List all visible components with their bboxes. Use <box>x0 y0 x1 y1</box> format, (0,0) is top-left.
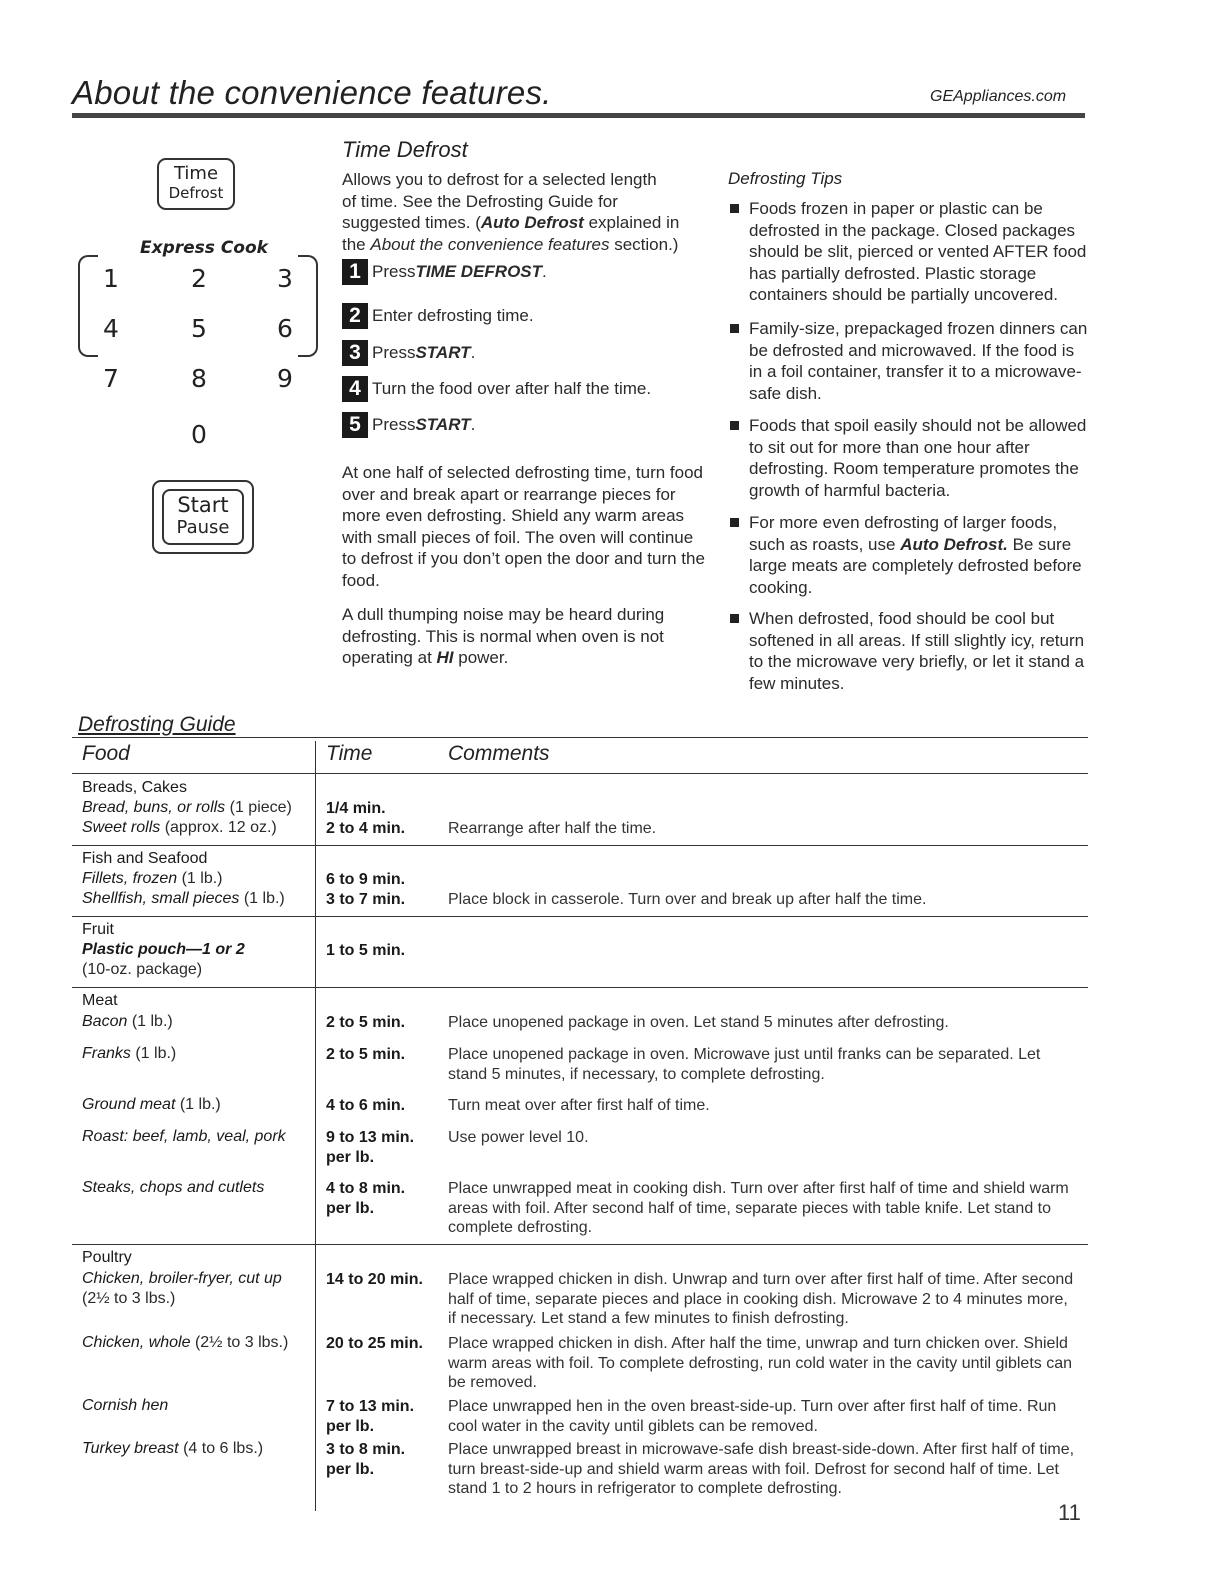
food-name: Sweet rolls <box>82 819 161 836</box>
time-value: 3 to 8 min. per lb. <box>326 1441 406 1478</box>
step-text: Turn the food over after half the time. <box>372 379 652 398</box>
start-pause-key <box>152 480 254 554</box>
column-header-comments: Comments <box>448 742 550 765</box>
time-value: 1 to 5 min. <box>326 942 406 959</box>
food-item <box>82 1440 263 1458</box>
tip-text-end: Be sure large meats are completely defrosted before cooking. <box>749 534 1082 597</box>
column-header-food: Food <box>82 742 130 765</box>
tip-item <box>728 608 1088 694</box>
time-defrost-key <box>157 158 235 210</box>
category-breads-cakes: Breads, Cakes <box>82 779 187 796</box>
bullet-square-icon <box>730 614 739 623</box>
food-name: Plastic pouch—1 or 2 <box>82 941 245 958</box>
tip-item <box>728 512 1088 598</box>
time-value: 20 to 25 min. <box>326 1335 423 1352</box>
time-defrost-intro <box>342 169 702 255</box>
comment-text: Place unopened package in oven. Microwave just until franks can be separated. Let stand 5 minutes, if necessary, to complete defrosting. <box>448 1046 1041 1083</box>
comment-text: Turn meat over after first half of time. <box>448 1097 710 1114</box>
time-defrost-heading: Time Defrost <box>342 137 468 162</box>
step-text: Press <box>372 343 416 362</box>
bullet-square-icon <box>730 518 739 527</box>
step-text-end: . <box>470 415 476 434</box>
auto-defrost-ref: Auto Defrost <box>480 213 584 232</box>
comment-text: Place unwrapped hen in the oven breast-side-up. Turn over after first half of time. Run cool water in the cavity until giblets can be removed. <box>448 1398 1057 1435</box>
section-divider <box>72 916 1088 917</box>
step-5 <box>342 412 475 438</box>
comment-text: Place unwrapped meat in cooking dish. Turn over after first half of time and shield warm areas with foil. After second half of time, separate pieces with table knife. Let stand to complete defrosting. <box>448 1180 1069 1236</box>
time-defrost-key-line2: Defrost <box>168 184 224 202</box>
intro-line: section.) <box>609 234 679 254</box>
food-item <box>82 890 285 908</box>
digit-key-0: 0 <box>191 420 207 449</box>
food-name: Ground meat <box>82 1096 176 1113</box>
section-divider <box>72 845 1088 846</box>
food-name: Steaks, chops and cutlets <box>82 1179 265 1196</box>
step-emphasis: START <box>415 343 471 362</box>
comment-text: Place block in casserole. Turn over and break up after half the time. <box>448 891 927 908</box>
food-item <box>82 870 222 888</box>
time-value: 7 to 13 min. per lb. <box>326 1398 415 1435</box>
time-value: 2 to 5 min. <box>326 1014 406 1031</box>
step-3 <box>342 340 475 366</box>
time-value: 4 to 8 min. per lb. <box>326 1180 406 1217</box>
food-note: (approx. 12 oz.) <box>160 819 277 836</box>
time-value: 9 to 13 min. per lb. <box>326 1129 415 1166</box>
tip-item <box>728 318 1088 404</box>
food-note: (1 lb.) <box>130 1045 177 1062</box>
website-label: GEAppliances.com <box>930 88 1067 105</box>
food-name: Fillets, frozen <box>82 870 178 887</box>
defrosting-guide-title: Defrosting Guide <box>78 713 236 736</box>
food-item <box>82 1270 282 1288</box>
time-defrost-paragraph-2 <box>342 604 712 669</box>
digit-key-1: 1 <box>103 264 119 293</box>
defrosting-tips-heading: Defrosting Tips <box>728 169 843 188</box>
bullet-square-icon <box>730 324 739 333</box>
time-value: 6 to 9 min. <box>326 871 406 888</box>
comment-text: Place wrapped chicken in dish. After half the time, unwrap and turn chicken over. Shield warm areas with foil. To complete defrosting, run cold water in the cavity until giblets can be removed. <box>448 1335 1072 1391</box>
section-divider <box>72 987 1088 988</box>
food-item <box>82 1013 173 1031</box>
intro-line: Allows you to defrost for a selected length <box>342 170 657 189</box>
step-text: Press <box>372 415 416 434</box>
section-ref: About the convenience features <box>370 234 610 254</box>
step-number-5-icon: 5 <box>342 412 368 438</box>
time-value: 4 to 6 min. <box>326 1097 406 1114</box>
start-pause-key-inner <box>162 489 244 545</box>
food-name: Chicken, whole <box>82 1334 191 1351</box>
step-4 <box>342 376 651 402</box>
page-title: About the convenience features. <box>72 74 552 111</box>
comment-text: Place unwrapped breast in microwave-safe dish breast-side-down. After first half of time, turn breast-side-up and shield warm areas with foil. Defrost for second half of time. Let stand 1 to 2 hours in refrigerator to complete defrosting. <box>448 1441 1075 1497</box>
food-name: Bacon <box>82 1013 128 1030</box>
digit-key-7: 7 <box>103 364 119 393</box>
page-number: 11 <box>1058 1500 1081 1525</box>
category-fruit: Fruit <box>82 921 114 938</box>
intro-line: explained in <box>583 213 680 232</box>
food-note: (2½ to 3 lbs.) <box>82 1290 176 1307</box>
comment-text: Place unopened package in oven. Let stand 5 minutes after defrosting. <box>448 1014 949 1031</box>
time-value: 1/4 min. <box>326 800 386 817</box>
tip-text: Family-size, prepackaged frozen dinners can be defrosted and microwaved. If the food is in a foil container, transfer it to a microwave-safe dish. <box>749 319 1088 403</box>
tip-text <box>749 512 1088 598</box>
tip-text: Foods frozen in paper or plastic can be defrosted in the package. Closed packages should be slit, pierced or vented AFTER food has partially defrosted. Plastic storage containers should be partially uncovered. <box>749 199 1087 304</box>
food-item <box>82 1397 168 1415</box>
category-meat: Meat <box>82 992 118 1009</box>
tip-text: When defrosted, food should be cool but softened in all areas. If still slightly icy, return to the microwave very briefly, or let it stand a few minutes. <box>749 609 1085 693</box>
digit-key-4: 4 <box>103 314 119 343</box>
time-defrost-paragraph-1: At one half of selected defrosting time, turn food over and break apart or rearrange pieces for more even defrosting. Shield any warm areas with small pieces of foil. The oven will continue to defrost if you don’t open the door and turn the food. <box>342 463 705 590</box>
step-number-2-icon: 2 <box>342 303 368 329</box>
step-text-end: . <box>542 262 547 281</box>
category-fish-seafood: Fish and Seafood <box>82 850 208 867</box>
time-value: 3 to 7 min. <box>326 891 406 908</box>
para2-text: A dull thumping noise may be heard during defrosting. This is normal when oven is not operating at <box>342 605 665 667</box>
food-name: Chicken, broiler-fryer, cut up <box>82 1270 282 1287</box>
comment-text: Use power level 10. <box>448 1129 589 1146</box>
start-key-label: Start <box>177 493 229 517</box>
header-rule <box>72 113 1085 118</box>
table-header-rule <box>72 773 1088 774</box>
section-divider <box>72 1244 1088 1245</box>
tip-item <box>728 198 1088 306</box>
step-text: Press <box>372 262 416 281</box>
food-note: (2½ to 3 lbs.) <box>190 1334 289 1351</box>
para2-emphasis: HI <box>436 648 454 667</box>
step-text-end: . <box>470 343 476 362</box>
step-1 <box>342 259 547 285</box>
food-note: (1 lb.) <box>175 1096 221 1113</box>
food-item <box>82 1179 264 1197</box>
food-name: Franks <box>82 1045 131 1062</box>
food-item <box>82 1334 288 1352</box>
time-defrost-key-line1: Time <box>173 163 219 184</box>
bullet-square-icon <box>730 421 739 430</box>
column-header-time: Time <box>326 742 373 765</box>
bullet-square-icon <box>730 204 739 213</box>
digit-key-2: 2 <box>191 264 207 293</box>
pause-key-label: Pause <box>176 517 230 538</box>
step-emphasis: START <box>415 415 471 434</box>
intro-line: of time. See the Defrosting Guide for <box>342 191 618 211</box>
food-name: Roast: beef, lamb, veal, pork <box>82 1128 286 1145</box>
step-number-4-icon: 4 <box>342 376 368 402</box>
digit-key-6: 6 <box>277 314 293 343</box>
food-note: (1 piece) <box>225 799 292 816</box>
food-name: Shellfish, small pieces <box>82 890 240 907</box>
digit-key-8: 8 <box>191 364 207 393</box>
step-emphasis: TIME DEFROST <box>415 262 543 281</box>
step-number-3-icon: 3 <box>342 340 368 366</box>
digit-key-5: 5 <box>191 314 207 343</box>
intro-line: the <box>342 234 371 254</box>
food-item <box>82 1045 176 1063</box>
intro-line: suggested times. ( <box>342 213 481 232</box>
food-item <box>82 1128 286 1146</box>
digit-key-3: 3 <box>277 264 293 293</box>
comment-text: Rearrange after half the time. <box>448 820 657 837</box>
express-cook-bracket-left <box>78 255 98 357</box>
food-note: (10-oz. package) <box>82 961 203 978</box>
food-note: (1 lb.) <box>239 890 285 907</box>
food-name: Cornish hen <box>82 1397 169 1414</box>
time-value: 14 to 20 min. <box>326 1271 423 1288</box>
food-item <box>82 1096 221 1114</box>
table-column-divider <box>315 741 316 1511</box>
tip-text: Foods that spoil easily should not be allowed to sit out for more than one hour after defrosting. Room temperature promotes the growth of harmful bacteria. <box>749 416 1087 500</box>
express-cook-label: Express Cook <box>140 238 268 258</box>
digit-key-9: 9 <box>277 364 293 393</box>
step-text: Enter defrosting time. <box>372 306 534 325</box>
table-top-rule <box>72 737 1088 738</box>
category-poultry: Poultry <box>82 1249 132 1266</box>
food-name: Bread, buns, or rolls <box>82 799 226 816</box>
step-2 <box>342 303 534 329</box>
food-item <box>82 941 245 959</box>
time-value: 2 to 5 min. <box>326 1046 406 1063</box>
tip-emphasis: Auto Defrost. <box>900 534 1008 554</box>
step-number-1-icon: 1 <box>342 259 368 285</box>
food-item <box>82 819 277 837</box>
food-item <box>82 799 292 817</box>
comment-text: Place wrapped chicken in dish. Unwrap and turn over after first half of time. After second half of time, separate pieces and place in cooking dish. Microwave 2 to 4 minutes more, if necessary. Let stand a few minutes to finish defrosting. <box>448 1271 1074 1327</box>
food-name: Turkey breast <box>82 1440 179 1457</box>
para2-text-end: power. <box>453 648 509 667</box>
tip-item <box>728 415 1088 501</box>
express-cook-bracket-right <box>298 255 318 357</box>
tip-text-start: For more even defrosting of larger foods, such as roasts, use <box>749 513 1058 554</box>
food-note: (1 lb.) <box>127 1013 173 1030</box>
food-note: (1 lb.) <box>177 870 223 887</box>
food-note: (4 to 6 lbs.) <box>178 1440 264 1457</box>
time-value: 2 to 4 min. <box>326 820 406 837</box>
